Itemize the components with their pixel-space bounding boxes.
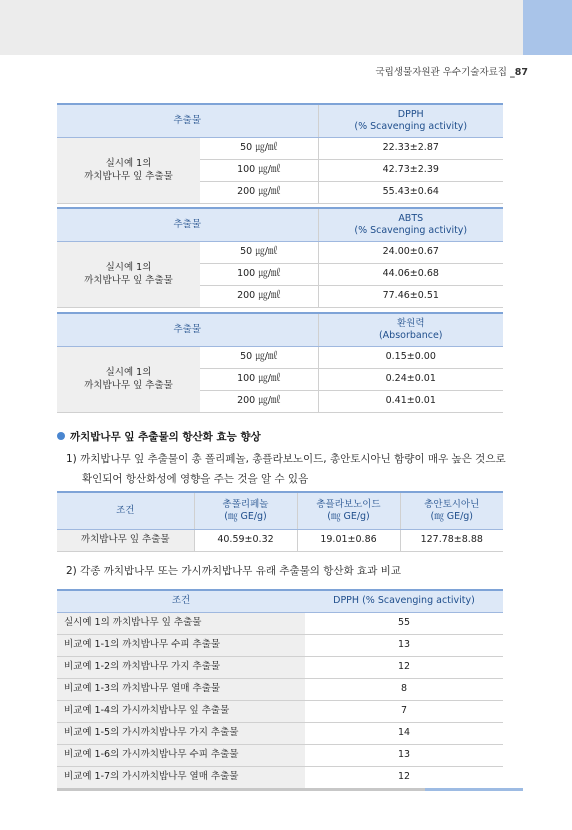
value-cell: 77.46±0.51 [318, 286, 503, 308]
conc-cell: 50 ㎍/㎖ [200, 138, 318, 160]
condition-cell: 비교예 1-1의 까치밥나무 수피 추출물 [57, 635, 305, 657]
table-header [57, 208, 503, 242]
extract-header: 추출물 [57, 208, 318, 242]
content-table [57, 491, 503, 552]
table-header [57, 492, 503, 530]
table-header [57, 313, 503, 347]
table-row [57, 635, 503, 657]
value-cell: 7 [305, 701, 503, 723]
table-row [57, 242, 503, 264]
condition-cell: 까치밥나무 잎 추출물 [57, 530, 194, 552]
section-heading: 까치밥나무 잎 추출물의 항산화 효능 향상 [57, 429, 261, 444]
page-corner-tab [523, 0, 572, 55]
condition-header: 조건 [57, 590, 305, 613]
footer-accent [425, 788, 523, 791]
assay-header: ABTS (% Scavenging activity) [318, 208, 503, 242]
condition-cell: 비교예 1-5의 가시까치밥나무 가지 추출물 [57, 723, 305, 745]
table-row [57, 723, 503, 745]
table-row [57, 767, 503, 789]
value-cell: 0.41±0.01 [318, 391, 503, 413]
paragraph-2: 2) 각종 까치밥나무 또는 가시까치밥나무 유래 추출물의 항산화 효과 비교 [66, 565, 401, 577]
condition-cell: 비교예 1-7의 가시까치밥나무 열매 추출물 [57, 767, 305, 789]
condition-cell: 비교예 1-2의 까치밥나무 가지 추출물 [57, 657, 305, 679]
anthocyanin-header: 총안토시아닌 (㎎ GE/g) [400, 492, 503, 530]
value-cell: 42.73±2.39 [318, 160, 503, 182]
conc-cell: 200 ㎍/㎖ [200, 182, 318, 204]
comparison-table [57, 589, 503, 789]
conc-cell: 100 ㎍/㎖ [200, 264, 318, 286]
flavonoid-header: 총플라보노이드 (㎎ GE/g) [297, 492, 400, 530]
table-row [57, 530, 503, 552]
reducing-power-table [57, 312, 503, 413]
value-cell: 8 [305, 679, 503, 701]
condition-header: 조건 [57, 492, 194, 530]
table-row [57, 613, 503, 635]
assay-header: 환원력 (Absorbance) [318, 313, 503, 347]
conc-cell: 100 ㎍/㎖ [200, 369, 318, 391]
conc-cell: 100 ㎍/㎖ [200, 160, 318, 182]
paragraph-1-line-2: 확인되어 항산화성에 영향을 주는 것을 알 수 있음 [82, 473, 309, 485]
value-cell: 24.00±0.67 [318, 242, 503, 264]
value-cell: 127.78±8.88 [400, 530, 503, 552]
table-row [57, 679, 503, 701]
abts-table [57, 207, 503, 308]
value-cell: 40.59±0.32 [194, 530, 297, 552]
sample-cell: 실시예 1의 까치밥나무 잎 추출물 [57, 138, 200, 204]
value-cell: 44.06±0.68 [318, 264, 503, 286]
conc-cell: 200 ㎍/㎖ [200, 286, 318, 308]
assay-header: DPPH (% Scavenging activity) [318, 104, 503, 138]
value-cell: 55 [305, 613, 503, 635]
value-cell: 14 [305, 723, 503, 745]
value-cell: 55.43±0.64 [318, 182, 503, 204]
table-row [57, 657, 503, 679]
condition-cell: 비교예 1-4의 가시까치밥나무 잎 추출물 [57, 701, 305, 723]
value-cell: 13 [305, 635, 503, 657]
table-row [57, 347, 503, 369]
value-cell: 0.24±0.01 [318, 369, 503, 391]
value-cell: 13 [305, 745, 503, 767]
header-band [0, 0, 572, 55]
table-row [57, 745, 503, 767]
sample-cell: 실시예 1의 까치밥나무 잎 추출물 [57, 242, 200, 308]
condition-cell: 비교예 1-3의 까치밥나무 열매 추출물 [57, 679, 305, 701]
value-cell: 12 [305, 767, 503, 789]
conc-cell: 50 ㎍/㎖ [200, 242, 318, 264]
footer-rule [57, 788, 523, 791]
extract-header: 추출물 [57, 313, 318, 347]
running-head: 국립생물자원관 우수기술자료집 _87 [375, 67, 528, 78]
value-cell: 12 [305, 657, 503, 679]
running-head-title: 국립생물자원관 우수기술자료집 [375, 67, 507, 78]
dpph-table [57, 103, 503, 204]
conc-cell: 200 ㎍/㎖ [200, 391, 318, 413]
conc-cell: 50 ㎍/㎖ [200, 347, 318, 369]
polyphenol-header: 총폴리페놀 (㎎ GE/g) [194, 492, 297, 530]
condition-cell: 실시예 1의 까치밥나무 잎 추출물 [57, 613, 305, 635]
page-number: 87 [514, 67, 528, 78]
paragraph-1-line-1: 1) 까치밥나무 잎 추출물이 총 폴리페놀, 총플라보노이드, 총안토시아닌 함량이 매우 높은 것으로 [66, 453, 506, 465]
table-row [57, 138, 503, 160]
extract-header: 추출물 [57, 104, 318, 138]
value-cell: 0.15±0.00 [318, 347, 503, 369]
table-row [57, 701, 503, 723]
value-cell: 22.33±2.87 [318, 138, 503, 160]
bullet-dot-icon [57, 432, 65, 440]
table-header [57, 104, 503, 138]
dpph-header: DPPH (% Scavenging activity) [305, 590, 503, 613]
table-header [57, 590, 503, 613]
condition-cell: 비교예 1-6의 가시까치밥나무 수피 추출물 [57, 745, 305, 767]
sample-cell: 실시예 1의 까치밥나무 잎 추출물 [57, 347, 200, 413]
value-cell: 19.01±0.86 [297, 530, 400, 552]
